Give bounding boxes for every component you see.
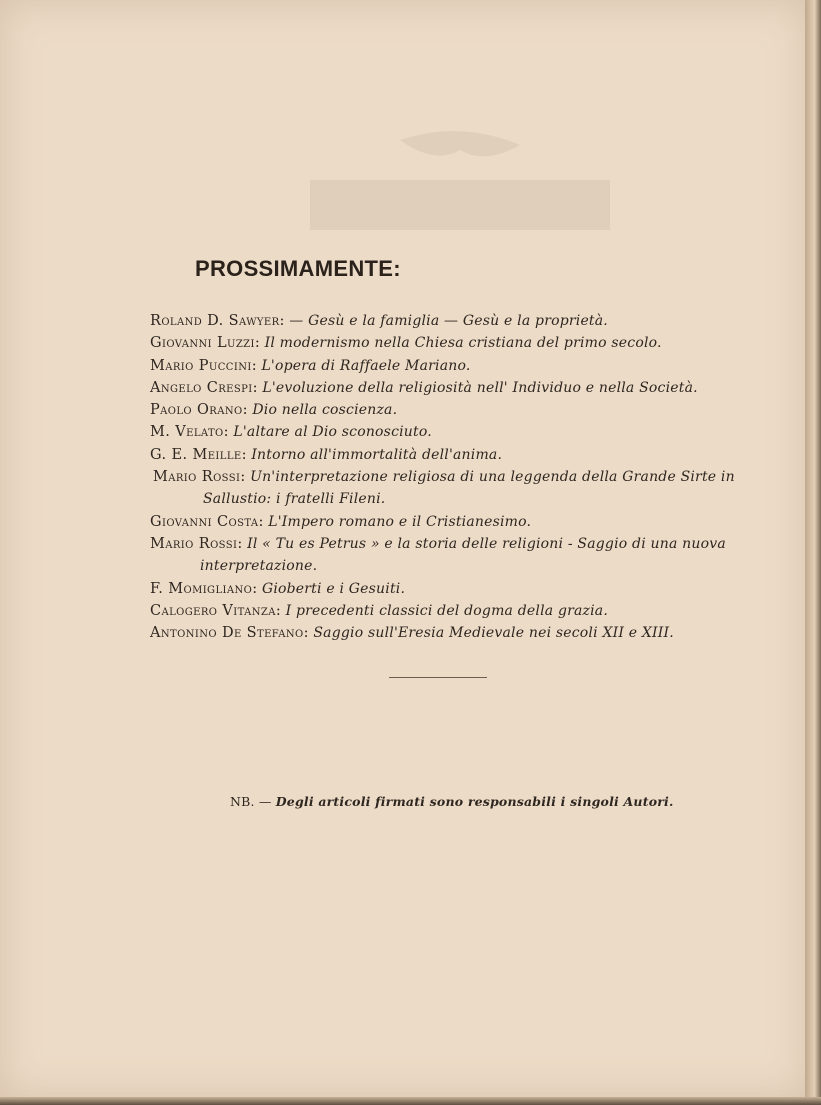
footnote [230,794,674,809]
entry-author: Mario Rossi: [150,535,243,552]
entry-title: Dio nella coscienza. [252,402,398,419]
entry-title: Il « Tu es Petrus » e la storia delle religioni - Saggio di una nuova [247,535,726,552]
entry-title: L'altare al Dio sconosciuto. [233,424,432,441]
entry-author: F. Momigliano: [150,580,258,597]
list-item [150,310,740,332]
list-item [150,600,740,622]
entry-title: L'opera di Raffaele Mariano. [261,357,471,374]
list-item [150,332,740,354]
footnote-text: Degli articoli firmati sono responsabili i singoli Autori. [275,794,674,809]
list-item [150,399,740,421]
list-item [150,511,740,533]
entry-title: I precedenti classici del dogma della grazia. [285,602,609,619]
list-item [150,622,740,644]
list-item [150,377,740,399]
entry-title: L'evoluzione della religiosità nell' Individuo e nella Società. [262,379,698,396]
list-item [150,421,740,443]
list-item [150,355,740,377]
list-item [150,533,740,578]
entry-title: L'Impero romano e il Cristianesimo. [268,513,532,530]
entry-author: Roland D. Sawyer: [150,313,285,329]
page-edge-right [805,0,821,1105]
list-item [150,444,740,466]
section-divider [389,677,487,678]
entry-title: Un'interpretazione religiosa di una leggenda della Grande Sirte in [250,469,735,486]
entry-author: Paolo Orano: [150,402,248,419]
entry-title: Intorno all'immortalità dell'anima. [251,446,503,463]
entry-title-continuation: Sallustio: i fratelli Fileni. [203,491,386,508]
page-edge-bottom [0,1097,821,1105]
entry-author: M. Velato: [150,424,229,441]
entry-author: Mario Puccini: [150,357,257,374]
entry-title: Gioberti e i Gesuiti. [261,580,406,597]
entry-title: Il modernismo nella Chiesa cristiana del primo secolo. [264,335,662,352]
entry-title-continuation: interpretazione. [200,558,318,575]
list-item [150,578,740,600]
entry-author: Antonino De Stefano: [150,625,309,642]
entry-title: — Gesù e la famiglia — Gesù e la proprietà. [289,313,608,329]
entry-author: Calogero Vitanza: [150,602,282,619]
entry-title: Saggio sull'Eresia Medievale nei secoli XII e XIII. [313,625,674,642]
list-item [150,466,740,511]
entry-author: Angelo Crespi: [150,379,258,396]
forthcoming-list [150,310,740,644]
page-heading: PROSSIMAMENTE: [195,256,401,281]
entry-author: Mario Rossi: [153,469,246,486]
entry-author: G. E. Meille: [150,446,247,463]
entry-author: Giovanni Luzzi: [150,335,261,352]
entry-author: Giovanni Costa: [150,513,264,530]
footnote-prefix: NB. — [230,794,272,809]
